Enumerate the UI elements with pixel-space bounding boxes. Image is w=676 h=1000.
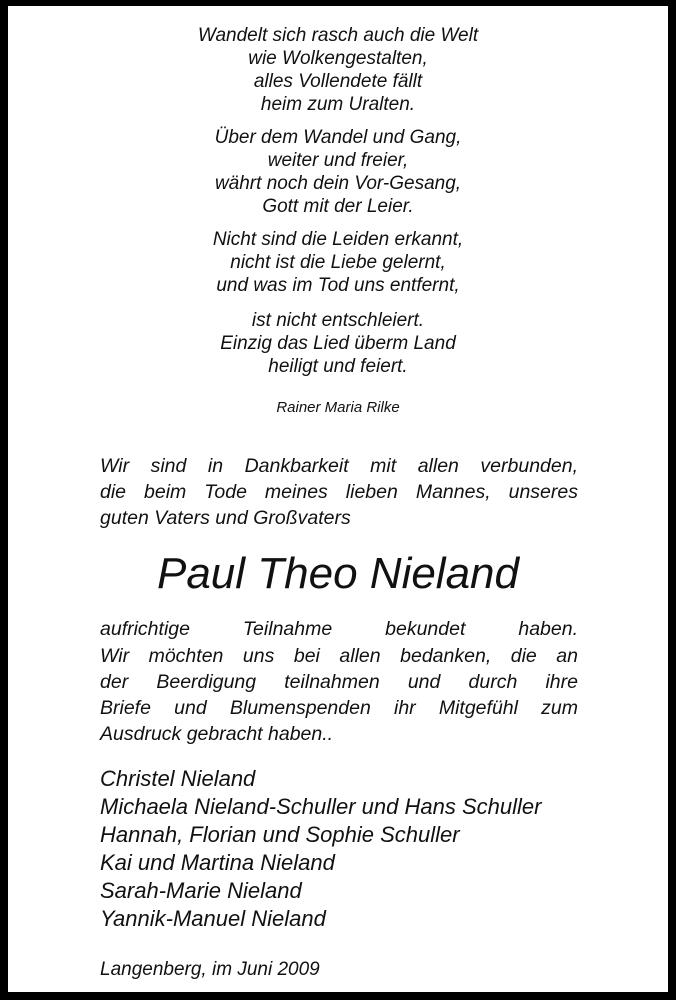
poem-line: Einzig das Lied überm Land — [220, 333, 456, 354]
poem-line: Über dem Wandel und Gang, — [214, 127, 462, 148]
poem-line: währt noch dein Vor-Gesang, — [214, 173, 462, 194]
text-line: die beim Tode meines lieben Mannes, unseres — [100, 481, 578, 503]
text-line: guten Vaters und Großvaters — [100, 507, 351, 529]
mourner: Christel Nieland — [100, 766, 256, 791]
poem-line: ist nicht entschleiert. — [251, 310, 425, 331]
poem-author: Rainer Maria Rilke — [276, 399, 400, 416]
text-line: Wir möchten uns bei allen bedanken, die an — [100, 645, 578, 667]
poem-line: weiter und freier, — [267, 150, 409, 171]
mourner: Yannik-Manuel Nieland — [100, 906, 326, 931]
poem-line: alles Vollendete fällt — [253, 71, 423, 92]
text-line: aufrichtige Teilnahme bekundet haben. — [100, 618, 578, 640]
poem-line: heim zum Uralten. — [260, 94, 416, 115]
mourner: Sarah-Marie Nieland — [100, 878, 302, 903]
poem-line: und was im Tod uns entfernt, — [216, 275, 460, 296]
mourner: Michaela Nieland-Schuller und Hans Schuller — [100, 794, 542, 819]
poem-line: Nicht sind die Leiden erkannt, — [212, 229, 464, 250]
poem-line: wie Wolkengestalten, — [248, 48, 428, 69]
poem-line: Wandelt sich rasch auch die Welt — [197, 25, 479, 46]
mourner: Hannah, Florian und Sophie Schuller — [100, 822, 460, 847]
deceased-name: Paul Theo Nieland — [156, 549, 519, 598]
mourner: Kai und Martina Nieland — [100, 850, 335, 875]
text-line: Briefe und Blumenspenden ihr Mitgefühl zum — [100, 697, 578, 719]
poem-line: nicht ist die Liebe gelernt, — [230, 252, 446, 273]
text-line: Ausdruck gebracht haben.. — [100, 723, 334, 745]
text-line: Wir sind in Dankbarkeit mit allen verbunden, — [100, 455, 578, 477]
poem-line: heiligt und feiert. — [268, 356, 408, 377]
poem-line: Gott mit der Leier. — [262, 196, 414, 217]
text-line: der Beerdigung teilnahmen und durch ihre — [100, 671, 578, 693]
place-date: Langenberg, im Juni 2009 — [100, 959, 320, 980]
